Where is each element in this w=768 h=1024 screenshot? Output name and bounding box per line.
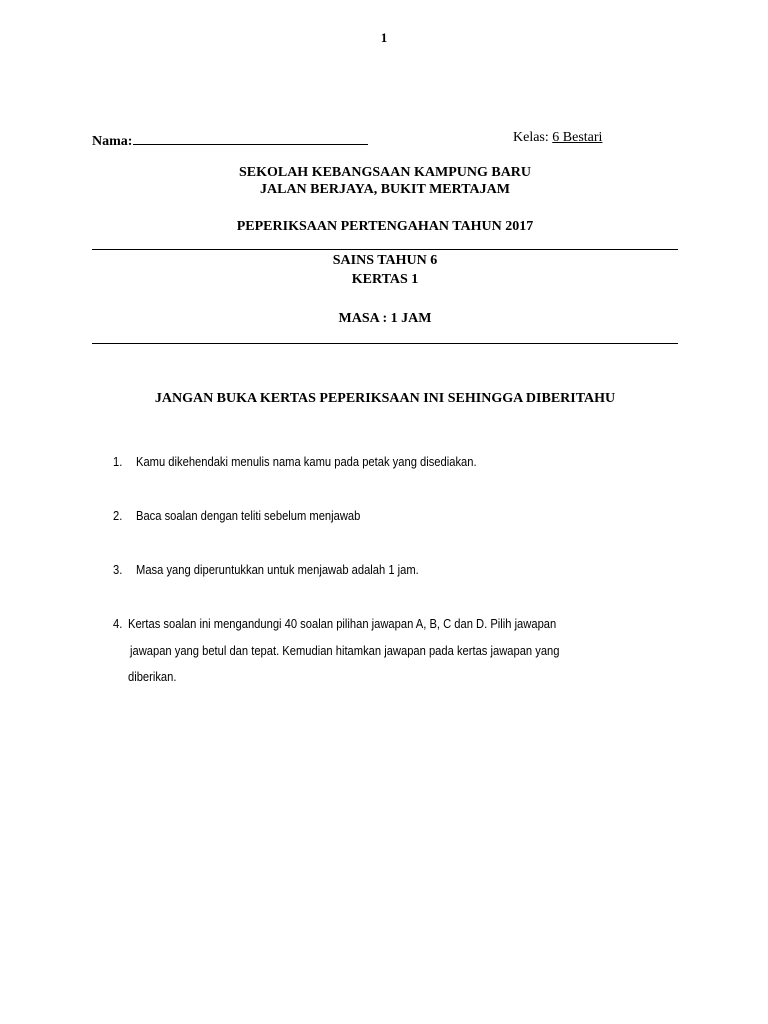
school-address: JALAN BERJAYA, BUKIT MERTAJAM xyxy=(260,182,510,197)
divider-bottom xyxy=(92,343,678,344)
exam-duration: MASA : 1 JAM xyxy=(338,311,432,326)
instruction-text: Baca soalan dengan teliti sebelum menjawab xyxy=(136,508,361,523)
instruction-text-line: diberikan. xyxy=(128,669,177,684)
instruction-number: 2. xyxy=(113,508,123,523)
class-field xyxy=(513,130,602,146)
paper-number: KERTAS 1 xyxy=(351,272,419,287)
instruction-text: Masa yang diperuntukkan untuk menjawab adalah 1 jam. xyxy=(136,562,419,577)
name-field xyxy=(92,130,368,150)
divider-top xyxy=(92,249,678,250)
page-number: 1 xyxy=(380,30,388,45)
class-value: 6 Bestari xyxy=(552,130,603,145)
name-label: Nama: xyxy=(92,134,133,149)
class-label: Kelas: xyxy=(513,130,553,145)
instruction-number: 3. xyxy=(113,562,123,577)
instruction-text: Kamu dikehendaki menulis nama kamu pada petak yang disediakan. xyxy=(136,454,477,469)
do-not-open-warning: JANGAN BUKA KERTAS PEPERIKSAAN INI SEHINGGA DIBERITAHU xyxy=(154,391,616,406)
name-blank-line xyxy=(133,130,368,145)
instruction-number: 1. xyxy=(113,454,123,469)
school-name: SEKOLAH KEBANGSAAN KAMPUNG BARU xyxy=(238,165,532,180)
instruction-text-line: Kertas soalan ini mengandungi 40 soalan pilihan jawapan A, B, C dan D. Pilih jawapan xyxy=(128,616,557,631)
subject-title: SAINS TAHUN 6 xyxy=(332,253,438,268)
instruction-text-line: jawapan yang betul dan tepat. Kemudian hitamkan jawapan pada kertas jawapan yang xyxy=(130,643,560,658)
exam-title: PEPERIKSAAN PERTENGAHAN TAHUN 2017 xyxy=(236,219,534,234)
instruction-number: 4. xyxy=(113,616,123,631)
